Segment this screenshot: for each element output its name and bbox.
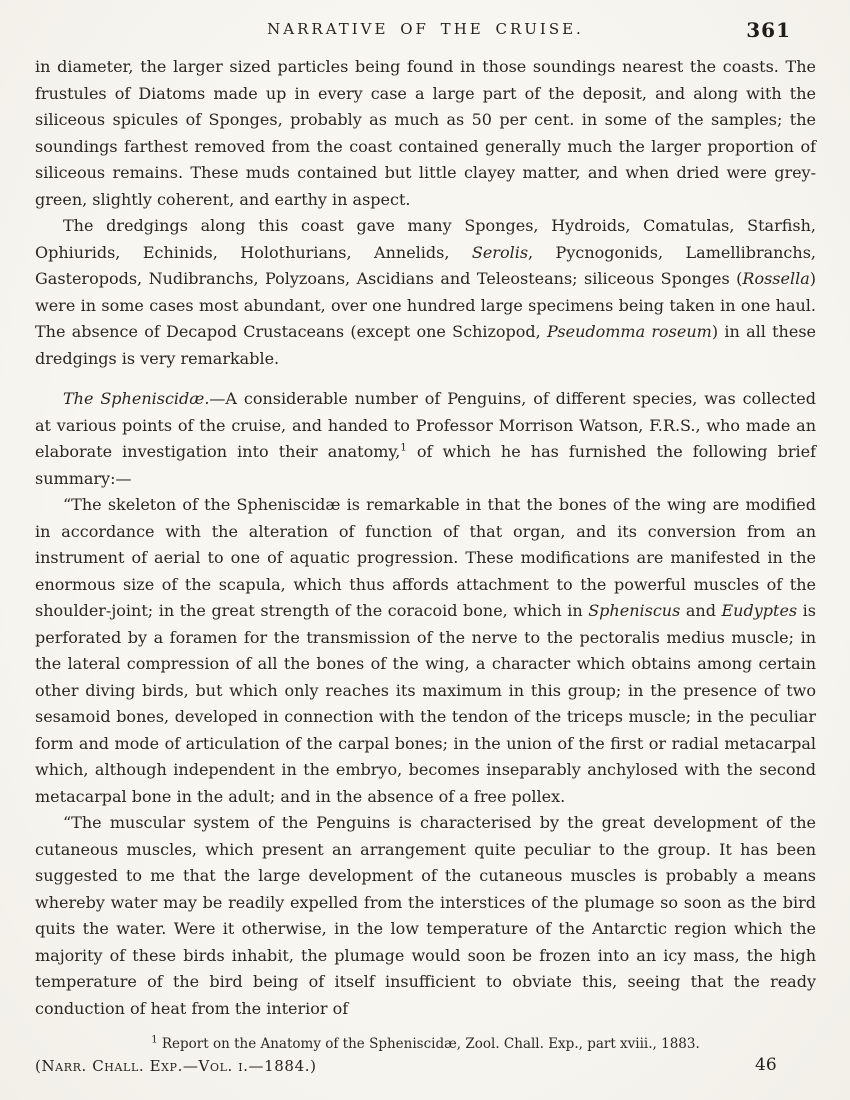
paragraph-skeleton-summary: “The skeleton of the Spheniscidæ is remarkable in that the bones of the wing are modified in accordance with the alteration of function of that organ, and its conversion from an instrument of aerial to one of aquatic progression. These modifications are manifested in the enormous size of the scapula, which thus affords attachment to the powerful muscles of the shoulder-joint; in the great strength of the coracoid bone, which in Spheniscus and Eudyptes is perforated by a foramen for the transmission of the nerve to the pectoralis medius muscle; in the lateral compression of all the bones of the wing, a character which obtains among certain other diving birds, but which only reaches its maximum in this group; in the presence of two sesamoid bones, developed in connection with the tendon of the triceps muscle; in the peculiar form and mode of articulation of the carpal bones; in the union of the first or radial metacarpal which, although independent in the embryo, becomes inseparably anchylosed with the second metacarpal bone in the adult; and in the absence of a free pollex. <box>35 495 816 806</box>
page-body <box>35 54 816 1022</box>
running-header-title: NARRATIVE OF THE CRUISE. <box>267 20 584 38</box>
footnote: $^1$ Report on the Anatomy of the Spheniscidæ, Zool. Chall. Exp., part xviii., 1883. <box>151 1034 700 1052</box>
imprint-line: (Narr. Chall. Exp.—Vol. i.—1884.) <box>35 1057 317 1075</box>
paragraph-spheniscidae-intro: The Spheniscidæ.—A considerable number of Penguins, of different species, was collected at various points of the cruise, and handed to Professor Morrison Watson, F.R.S., who made an elaborate investigation into their anatomy,$^1$ of which he has furnished the following brief summary:— <box>35 389 816 488</box>
signature-number: 46 <box>755 1055 777 1075</box>
paragraph-soundings-continuation: in diameter, the larger sized particles being found in those soundings nearest the coasts. The frustules of Diatoms made up in every case a large part of the deposit, and along with the siliceous spicules of Sponges, probably as much as 50 per cent. in some of the samples; the soundings farthest removed from the coast contained generally much the larger proportion of siliceous remains. These muds contained but little clayey matter, and when dried were grey-green, slightly coherent, and earthy in aspect. <box>35 57 816 209</box>
page-footer <box>35 1053 816 1079</box>
paragraph-muscular-system: “The muscular system of the Penguins is characterised by the great development of the cutaneous muscles, which present an arrangement quite peculiar to the group. It has been suggested to me that the large development of the cutaneous muscles is probably a means whereby water may be readily expelled from the interstices of the plumage so soon as the bird quits the water. Were it otherwise, in the low temperature of the Antarctic region which the majority of these birds inhabit, the plumage would soon be frozen into an icy mass, the high temperature of the bird being of itself insufficient to obviate this, seeing that the ready conduction of heat from the interior of <box>35 813 816 1018</box>
paragraph-dredgings: The dredgings along this coast gave many Sponges, Hydroids, Comatulas, Starfish, Ophiurids, Echinids, Holothurians, Annelids, Serolis, Pycnogonids, Lamellibranchs, Gasteropods, Nudibranchs, Polyzoans, Ascidians and Teleosteans; siliceous Sponges (Rossella) were in some cases most abundant, over one hundred large specimens being taken in one haul. The absence of Decapod Crustaceans (except one Schizopod, Pseudomma roseum) in all these dredgings is very remarkable. <box>35 216 816 368</box>
page-header <box>35 18 816 42</box>
page-number: 361 <box>746 18 791 42</box>
